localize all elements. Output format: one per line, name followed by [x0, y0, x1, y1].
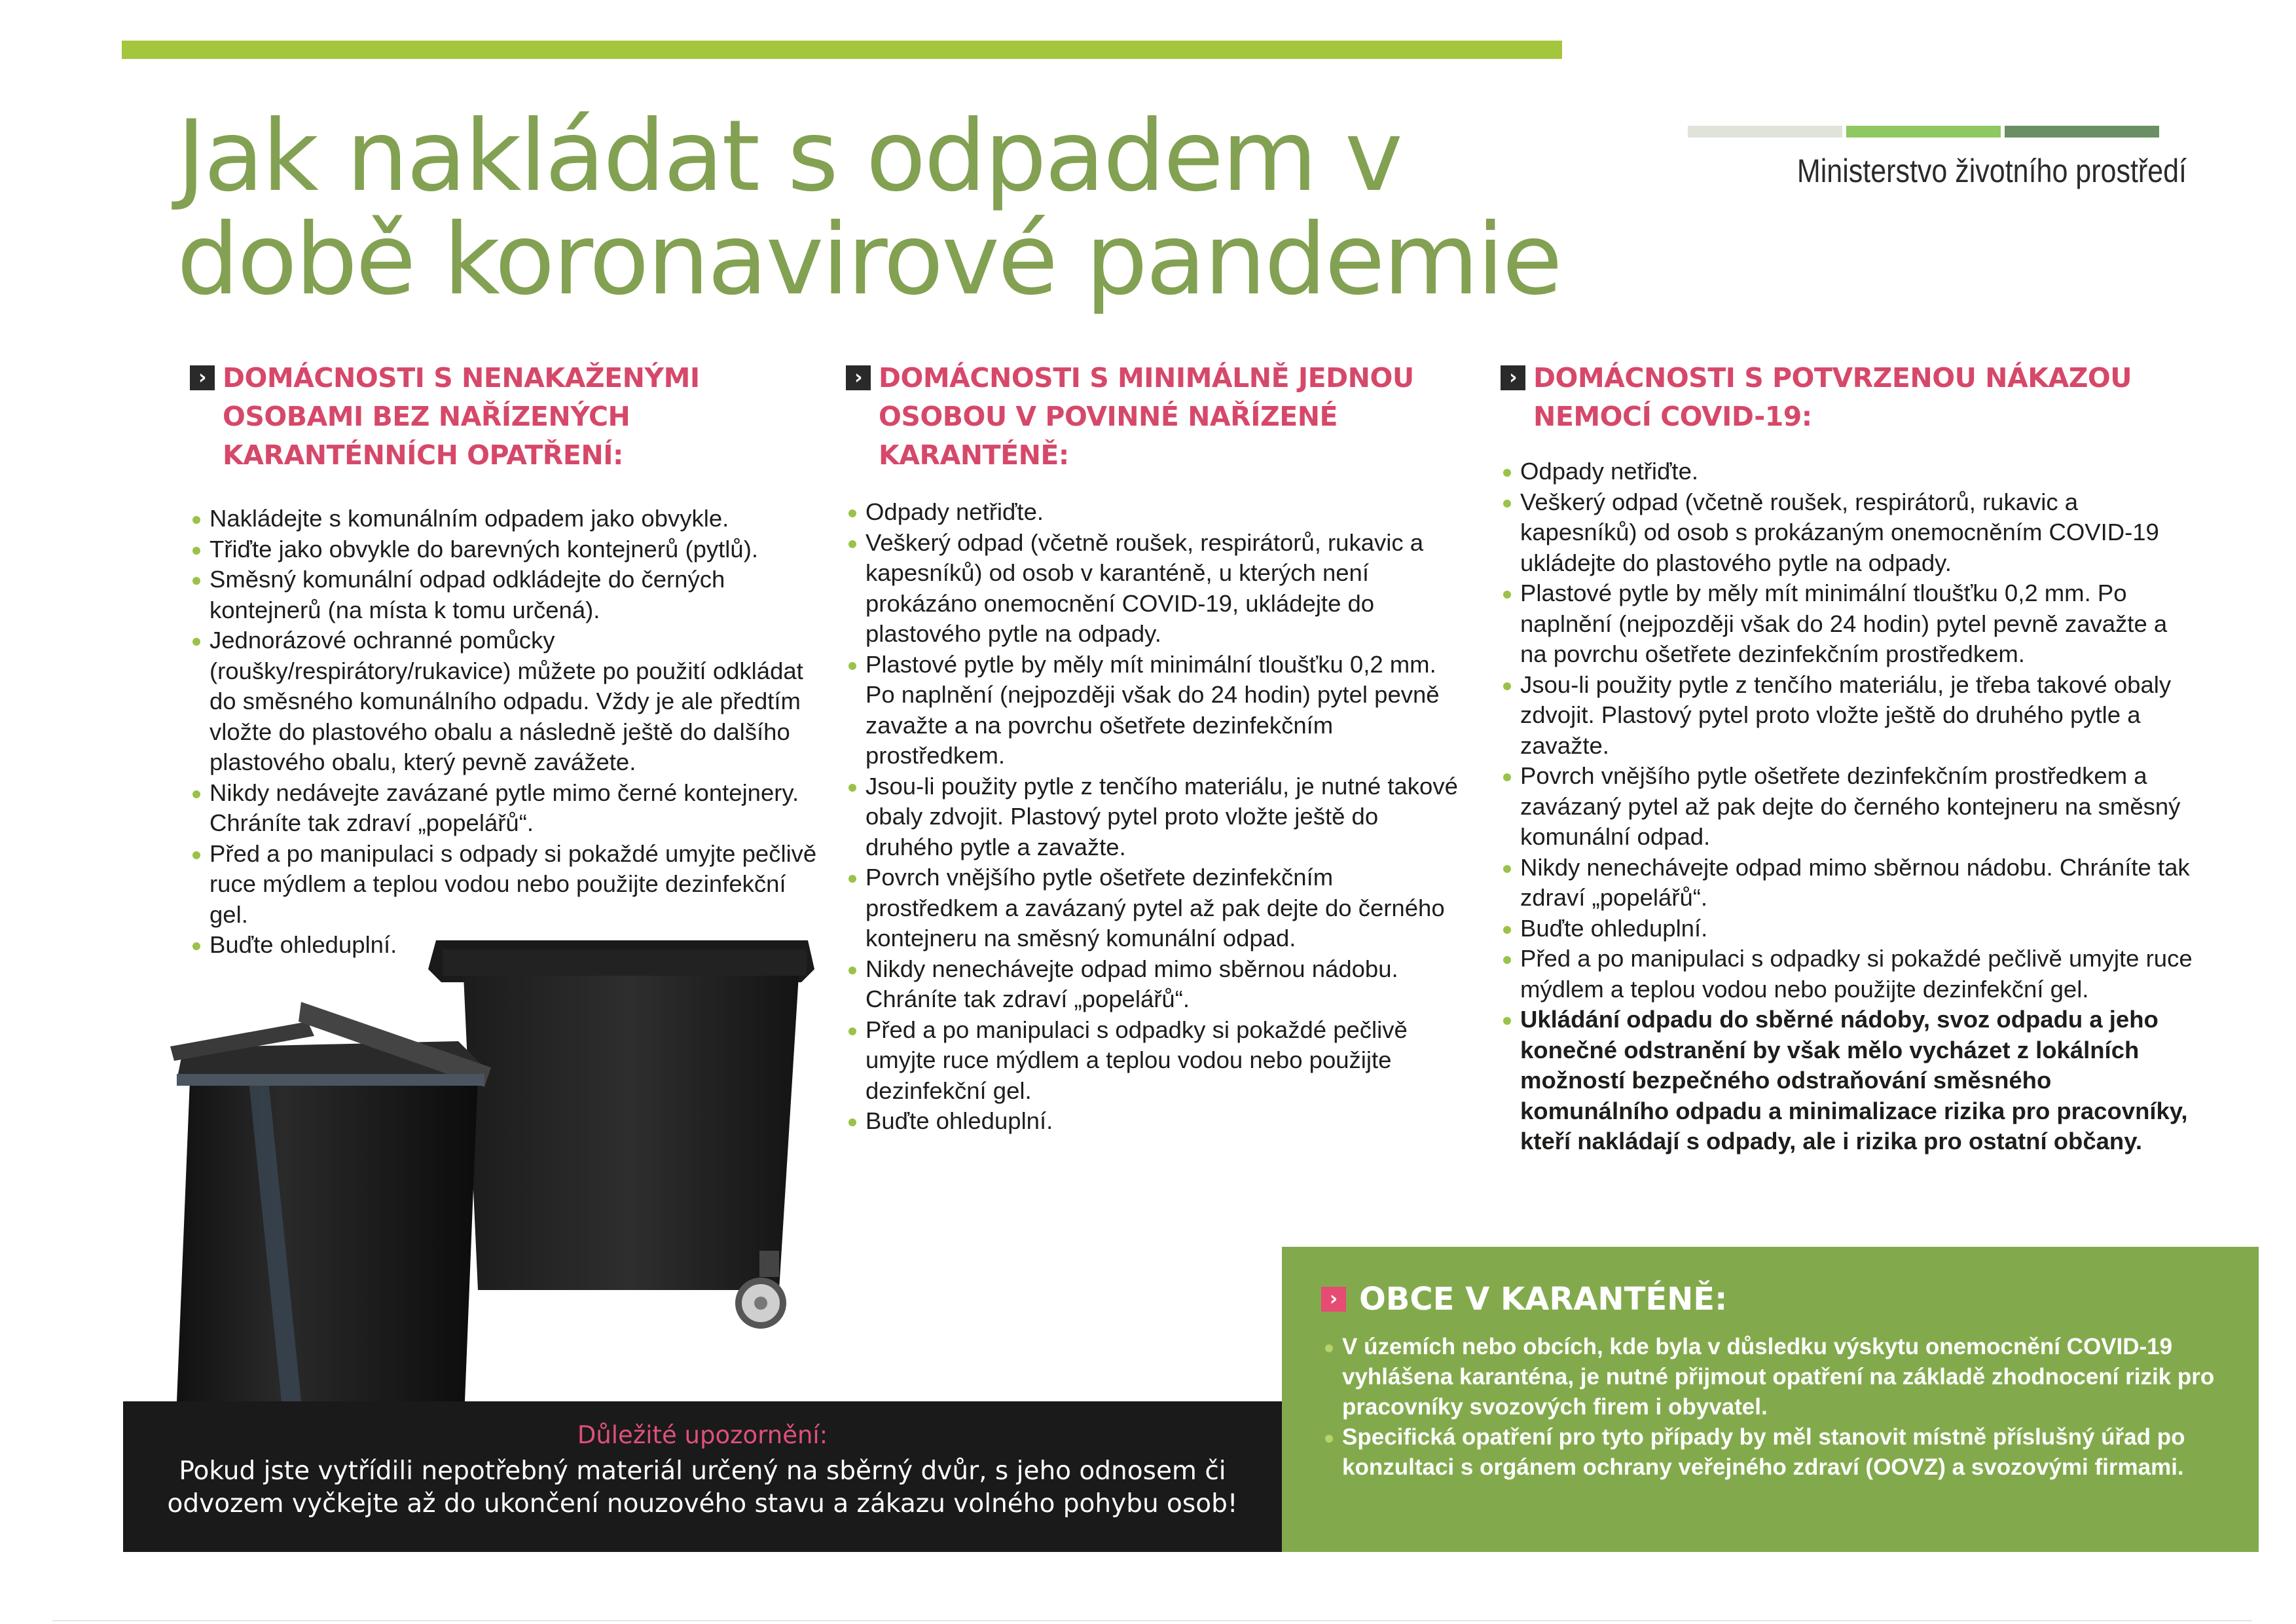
- heading-line: OSOBAMI BEZ NAŘÍZENÝCH: [223, 401, 630, 432]
- notice-title: Důležité upozornění:: [577, 1421, 828, 1449]
- list-item: Třiďte jako obvykle do barevných kontejnerů (pytlů).: [190, 534, 818, 565]
- list-item: Plastové pytle by měly mít minimální tloušťku 0,2 mm. Po naplnění (nejpozději však do 24 hodin) pytel pevně zavažte a na povrchu ošetřete dezinfekčním prostředkem.: [1501, 578, 2195, 670]
- heading-line: DOMÁCNOSTI S MINIMÁLNĚ JEDNOU: [879, 362, 1414, 394]
- important-list-item: Ukládání odpadu do sběrné nádoby, svoz odpadu a jeho konečné odstranění by však mělo vycházet z lokálních možností bezpečného odstraňování směsného komunálního odpadu a minimalizace rizika pro pracovníky, kteří nakládají s odpady, ale i rizika pro ostatní občany.: [1501, 1005, 2195, 1157]
- list-item: Jednorázové ochranné pomůcky (roušky/respirátory/rukavice) můžete po použití odkládat do směsného komunálního odpadu. Vždy je ale předtím vložte do plastového obalu a následně ještě do dalšího plastového obalu, který pevně zavážete.: [190, 625, 818, 778]
- list-item: Nakládejte s komunálním odpadem jako obvykle.: [190, 504, 818, 534]
- box-heading-text: OBCE V KARANTÉNĚ:: [1359, 1281, 1728, 1318]
- heading-line: NEMOCÍ COVID-19:: [1533, 401, 1812, 432]
- instruction-list: [190, 504, 818, 961]
- column-heading: [1501, 359, 2195, 436]
- chevron-right-icon: ›: [1501, 365, 1525, 390]
- list-item: Povrch vnějšího pytle ošetřete dezinfekčním prostředkem a zavázaný pytel až pak dejte do černého kontejneru na směsný komunální odpad.: [846, 862, 1468, 954]
- column-infected-households: [1501, 359, 2195, 1157]
- bottom-divider: [52, 1620, 2252, 1621]
- chevron-right-icon: ›: [846, 365, 871, 390]
- list-item: Jsou-li použity pytle z tenčího materiálu, je třeba takové obaly zdvojit. Plastový pytel proto vložte ještě do druhého pytle a zavažte.: [1501, 670, 2195, 762]
- important-notice: [123, 1401, 1282, 1552]
- list-item: Nikdy nedávejte zavázané pytle mimo černé kontejnery. Chráníte tak zdraví „popelářů“.: [190, 778, 818, 839]
- list-item: Specifická opatření pro tyto případy by měl stanovit místně příslušný úřad po konzultaci s orgánem ochrany veřejného zdraví (OOVZ) a svozovými firmami.: [1322, 1422, 2226, 1483]
- heading-line: OSOBOU V POVINNÉ NAŘÍZENÉ: [879, 401, 1338, 432]
- ministry-name: Ministerstvo životního prostředí: [1796, 153, 2187, 189]
- box-heading: [1321, 1278, 1727, 1320]
- ministry-logo-bars: [1688, 126, 2159, 138]
- column-heading: [190, 359, 818, 475]
- list-item: V územích nebo obcích, kde byla v důsledku výskytu onemocnění COVID-19 vyhlášena karanténa, je nutné přijmout opatření na základě zhodnocení rizik pro pracovníky svozových firem i obyvatel.: [1322, 1332, 2226, 1422]
- heading-line: DOMÁCNOSTI S NENAKAŽENÝMI: [223, 362, 700, 394]
- column-heading: [846, 359, 1468, 475]
- list-item: Nikdy nenechávejte odpad mimo sběrnou nádobu. Chráníte tak zdraví „popelářů“.: [846, 954, 1468, 1015]
- list-item: Před a po manipulaci s odpadky si pokaždé pečlivě umyjte ruce mýdlem a teplou vodou nebo použijte dezinfekční gel.: [846, 1015, 1468, 1107]
- list-item: Veškerý odpad (včetně roušek, respirátorů, rukavic a kapesníků) od osob v karanténě, u kterých není prokázáno onemocnění COVID-19, ukládejte do plastového pytle na odpady.: [846, 528, 1468, 650]
- list-item: Veškerý odpad (včetně roušek, respirátorů, rukavic a kapesníků) od osob s prokázaným onemocněním COVID-19 ukládejte do plastového pytle na odpady.: [1501, 487, 2195, 579]
- instruction-list: [1501, 456, 2195, 1157]
- page-title: Jak nakládat s odpadem v době koronavirové pandemie: [177, 100, 1561, 317]
- list-item: Odpady netřiďte.: [1501, 456, 2195, 487]
- list-item: Buďte ohleduplní.: [1501, 913, 2195, 944]
- municipalities-quarantine-box: [1282, 1247, 2259, 1552]
- list-item: Povrch vnějšího pytle ošetřete dezinfekčním prostředkem a zavázaný pytel až pak dejte do černého kontejneru na směsný komunální odpad.: [1501, 761, 2195, 853]
- chevron-right-icon: ›: [1321, 1287, 1346, 1312]
- list-item: Plastové pytle by měly mít minimální tloušťku 0,2 mm. Po naplnění (nejpozději však do 24 hodin) pytel pevně zavažte a na povrchu ošetřete dezinfekčním prostředkem.: [846, 650, 1468, 771]
- heading-line: DOMÁCNOSTI S POTVRZENOU NÁKAZOU: [1533, 362, 2132, 394]
- list-item: Před a po manipulaci s odpady si pokaždé umyjte pečlivě ruce mýdlem a teplou vodou nebo použijte dezinfekční gel.: [190, 839, 818, 931]
- list-item: Buďte ohleduplní.: [190, 930, 818, 961]
- list-item: Jsou-li použity pytle z tenčího materiálu, je nutné takové obaly zdvojit. Plastový pytel proto vložte ještě do druhého pytle a zavažte.: [846, 771, 1468, 863]
- list-item: Buďte ohleduplní.: [846, 1106, 1468, 1137]
- list-item: Před a po manipulaci s odpadky si pokaždé pečlivě umyjte ruce mýdlem a teplou vodou nebo použijte dezinfekční gel.: [1501, 944, 2195, 1005]
- notice-text: Pokud jste vytřídili nepotřebný materiál určený na sběrný dvůr, s jeho odnosem či odvozem vyčkejte až do ukončení nouzového stavu a zákazu volného pohybu osob!: [167, 1456, 1238, 1519]
- column-uninfected-households: [190, 359, 818, 961]
- top-accent-bar: [122, 41, 1562, 59]
- heading-line: KARANTÉNNÍCH OPATŘENÍ:: [223, 439, 623, 471]
- municipality-list: [1322, 1332, 2226, 1483]
- list-item: Odpady netřiďte.: [846, 497, 1468, 528]
- list-item: Nikdy nenechávejte odpad mimo sběrnou nádobu. Chráníte tak zdraví „popelářů“.: [1501, 853, 2195, 913]
- chevron-right-icon: ›: [190, 365, 215, 390]
- column-quarantined-households: [846, 359, 1468, 1137]
- heading-line: KARANTÉNĚ:: [879, 439, 1069, 471]
- instruction-list: [846, 497, 1468, 1137]
- waste-bin-illustration: [151, 923, 825, 1401]
- list-item: Směsný komunální odpad odkládejte do černých kontejnerů (na místa k tomu určená).: [190, 564, 818, 625]
